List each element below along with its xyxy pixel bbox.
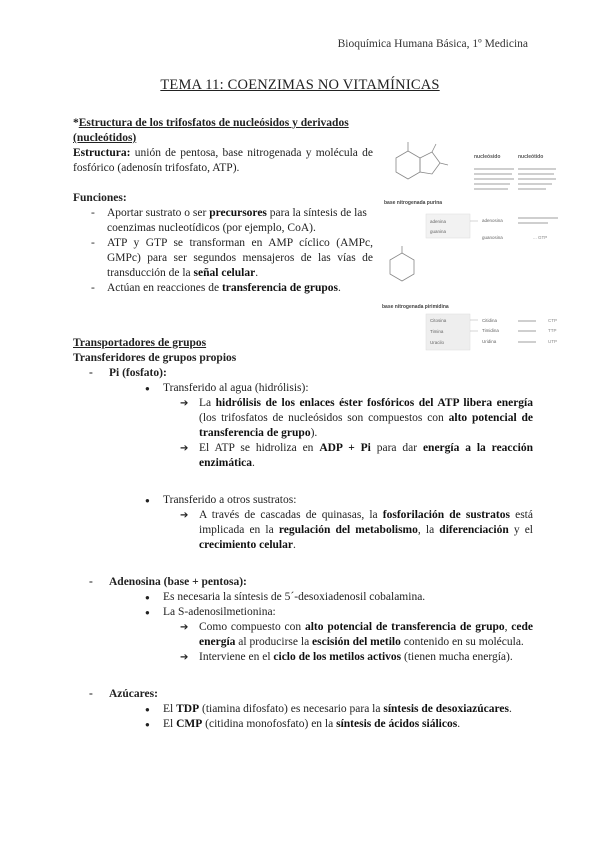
list-item: - ATP y GTP se transforman en AMP cíclico (AMPc, GMPc) para ser segundos mensajeros de las vías de transducción de la señal celular. <box>91 236 373 281</box>
structure-label: Estructura: <box>73 147 131 159</box>
sugars-label: - Azúcares: <box>89 687 533 702</box>
adenosine-item <box>73 575 533 665</box>
structure-text: unión de pentosa, base nitrogenada y molécula de fosfórico (adenosín trifosfato, ATP). <box>73 147 373 174</box>
section-heading <box>73 116 373 146</box>
faint-description-text <box>474 168 556 190</box>
adenosine-label: - Adenosina (base + pentosa): <box>89 575 533 590</box>
base-cytosine: Citosina <box>430 318 447 323</box>
nucleoside-cytidine: Citidina <box>482 318 498 323</box>
sugars-item <box>73 687 533 732</box>
nucleoside-guanosine: guanosina <box>482 235 503 240</box>
list-item: - Actúan en reacciones de transferencia de grupos. <box>91 281 373 296</box>
ttp-label: TTP <box>548 328 557 333</box>
list-item: ● El CMP (citidina monofosfato) en la síntesis de ácidos siálicos. <box>89 717 533 732</box>
heading-text: Estructura de los trifosfatos de nucleósidos y derivados (nucleótidos) <box>73 117 349 144</box>
list-item: ● La S-adenosilmetionina: <box>89 605 533 620</box>
gtp-label: ... GTP <box>533 235 548 240</box>
list-item: ● El TDP (tiamina difosfato) es necesario para la síntesis de desoxiazúcares. <box>89 702 533 717</box>
faint-nucleotide-text <box>518 217 558 224</box>
utp-label: UTP <box>548 339 557 344</box>
ctp-label: CTP <box>548 318 557 323</box>
list-item: ● Transferido al agua (hidrólisis): <box>89 381 533 396</box>
heading-prefix: * <box>73 117 79 129</box>
base-adenine: adenina <box>430 219 447 224</box>
list-item: ● Transferido a otros sustratos: <box>89 493 533 508</box>
nucleotide-structure-figure <box>378 128 568 358</box>
list-item: ➔ A través de cascadas de quinasas, la fosforilación de sustratos está implicada en la regulación del metabolismo, la diferenciación y el crecimiento celular. <box>89 508 533 553</box>
purine-label: base nitrogenada purina <box>384 200 443 206</box>
purine-structure <box>396 142 448 179</box>
functions-list <box>73 206 373 296</box>
list-item: ➔ Como compuesto con alto potencial de transferencia de grupo, cede energía al producirse la escisión del metilo contenido en su molécula. <box>89 620 533 650</box>
section2-heading: Transportadores de grupos <box>73 337 207 349</box>
section-nucleotides <box>73 116 373 296</box>
section2-subheading: Transferidores de grupos propios <box>73 352 237 364</box>
nucleoside-uridine: Uridina <box>482 339 497 344</box>
list-item: ➔ Interviene en el ciclo de los metilos activos (tienen mucha energía). <box>89 650 533 665</box>
list-item: - Aportar sustrato o ser precursores para la síntesis de las coenzimas nucleotídicos (por ejemplo, CoA). <box>91 206 373 236</box>
base-uracil: Uracilo <box>430 340 445 345</box>
course-header: Bioquímica Humana Básica, 1º Medicina <box>337 38 528 50</box>
nucleoside-thymidine: Timidina <box>482 328 499 333</box>
nucleotide-header: nucleótido <box>518 154 544 160</box>
section-group-transporters <box>73 336 533 732</box>
list-item: ● Es necesaria la síntesis de 5´-desoxiadenosil cobalamina. <box>89 590 533 605</box>
pyrimidine-label: base nitrogenada pirimidina <box>382 304 449 310</box>
structure-paragraph <box>73 146 373 176</box>
nucleoside-adenosine: adenosina <box>482 218 503 223</box>
pyrimidine-structure <box>390 246 414 281</box>
page-title: TEMA 11: COENZIMAS NO VITAMÍNICAS <box>160 77 440 93</box>
list-item: ➔ La hidrólisis de los enlaces éster fosfóricos del ATP libera energía (los trifosfatos de nucleósidos son compuestos con alto potencial de transferencia de grupo). <box>89 396 533 441</box>
purine-base-box <box>426 214 470 238</box>
nucleoside-header: nucleósido <box>474 154 501 160</box>
base-guanine: guanina <box>430 229 447 234</box>
pi-item <box>73 366 533 553</box>
base-thymine: Timina <box>430 329 444 334</box>
list-item: ➔ El ATP se hidroliza en ADP + Pi para dar energía a la reacción enzimática. <box>89 441 533 471</box>
functions-heading: Funciones: <box>73 192 127 204</box>
pi-label: - Pi (fosfato): <box>89 366 533 381</box>
